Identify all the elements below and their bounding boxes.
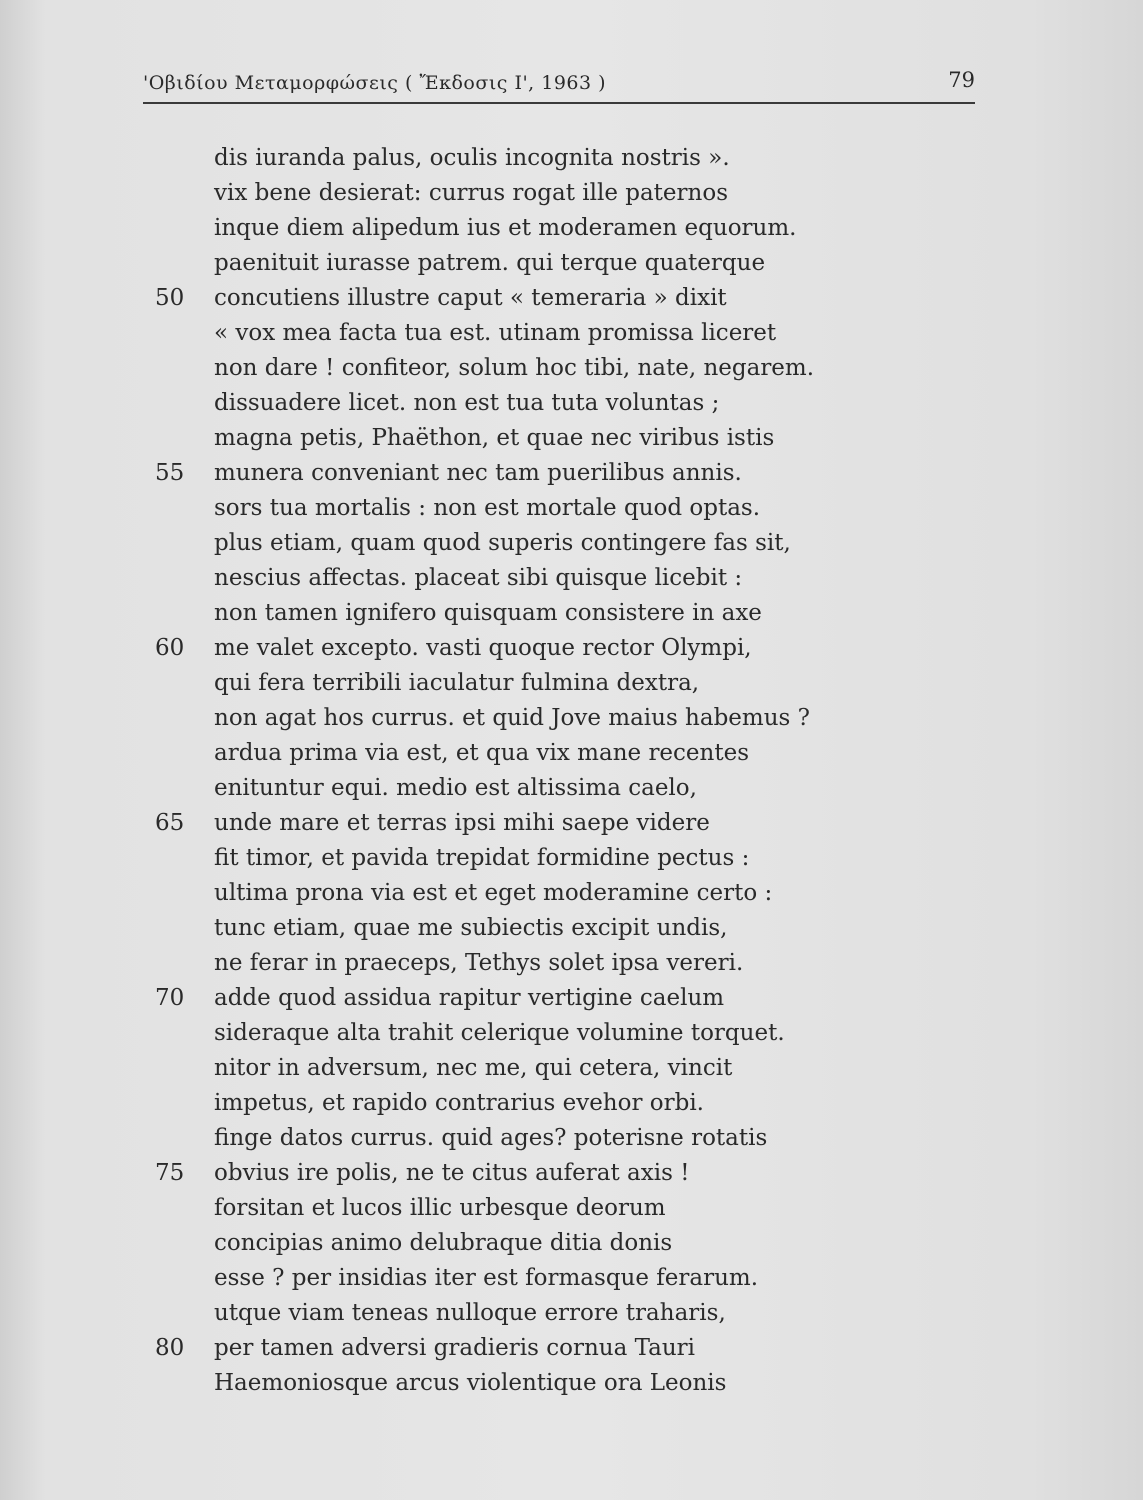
verse-line (150, 1366, 910, 1401)
verse-text: me valet excepto. vasti quoque rector Olympi, (214, 635, 752, 661)
verse-line (150, 596, 910, 631)
verse-line (150, 631, 910, 666)
verse-line (150, 1086, 910, 1121)
verse-line (150, 456, 910, 491)
verse-line (150, 666, 910, 701)
verse-text: magna petis, Phaëthon, et quae nec viribus istis (214, 425, 775, 451)
verse-text: unde mare et terras ipsi mihi saepe videre (214, 810, 710, 836)
verse-line (150, 491, 910, 526)
verse-text: vix bene desierat: currus rogat ille paternos (214, 180, 728, 206)
verse-line (150, 211, 910, 246)
verse-text: enituntur equi. medio est altissima caelo, (214, 775, 697, 801)
verse-block (150, 141, 910, 1401)
verse-line (150, 841, 910, 876)
verse-text: finge datos currus. quid ages? poterisne rotatis (214, 1125, 768, 1151)
verse-text: paenituit iurasse patrem. qui terque quaterque (214, 250, 766, 276)
verse-text: Haemoniosque arcus violentique ora Leonis (214, 1370, 727, 1396)
verse-number: 55 (155, 460, 185, 486)
verse-number: 50 (155, 285, 185, 311)
verse-number: 75 (155, 1160, 185, 1186)
verse-text: forsitan et lucos illic urbesque deorum (214, 1195, 666, 1221)
verse-line (150, 141, 910, 176)
verse-text: inque diem alipedum ius et moderamen equorum. (214, 215, 797, 241)
verse-line (150, 736, 910, 771)
verse-number: 70 (155, 985, 185, 1011)
verse-text: utque viam teneas nulloque errore traharis, (214, 1300, 726, 1326)
verse-line (150, 911, 910, 946)
verse-text: nescius affectas. placeat sibi quisque licebit : (214, 565, 743, 591)
verse-number: 65 (155, 810, 185, 836)
verse-text: « vox mea facta tua est. utinam promissa liceret (214, 320, 777, 346)
verse-line (150, 316, 910, 351)
verse-line (150, 1226, 910, 1261)
verse-text: impetus, et rapido contrarius evehor orbi. (214, 1090, 704, 1116)
verse-line (150, 1016, 910, 1051)
verse-text: obvius ire polis, ne te citus auferat axis ! (214, 1160, 690, 1186)
verse-line (150, 981, 910, 1016)
verse-line (150, 1156, 910, 1191)
verse-line (150, 876, 910, 911)
verse-text: ne ferar in praeceps, Tethys solet ipsa vereri. (214, 950, 744, 976)
verse-line (150, 1296, 910, 1331)
verse-text: qui fera terribili iaculatur fulmina dextra, (214, 670, 700, 696)
verse-text: nitor in adversum, nec me, qui cetera, vincit (214, 1055, 733, 1081)
verse-line (150, 281, 910, 316)
verse-text: concipias animo delubraque ditia donis (214, 1230, 673, 1256)
verse-text: per tamen adversi gradieris cornua Tauri (214, 1335, 696, 1361)
verse-text: concutiens illustre caput « temeraria » dixit (214, 285, 727, 311)
verse-line (150, 1121, 910, 1156)
verse-line (150, 246, 910, 281)
verse-text: non tamen ignifero quisquam consistere in axe (214, 600, 762, 626)
verse-text: ultima prona via est et eget moderamine certo : (214, 880, 773, 906)
page-number: 79 (948, 68, 975, 92)
verse-text: non dare ! confiteor, solum hoc tibi, nate, negarem. (214, 355, 815, 381)
verse-text: sideraque alta trahit celerique volumine torquet. (214, 1020, 785, 1046)
verse-line (150, 176, 910, 211)
verse-number: 80 (155, 1335, 185, 1361)
verse-text: sors tua mortalis : non est mortale quod optas. (214, 495, 761, 521)
running-title: 'Οβιδίου Μεταμορφώσεις ( Ἔκδοσις Ι', 1963 ) (143, 72, 607, 94)
verse-text: dissuadere licet. non est tua tuta voluntas ; (214, 390, 720, 416)
verse-text: dis iuranda palus, oculis incognita nostris ». (214, 145, 730, 171)
verse-text: adde quod assidua rapitur vertigine caelum (214, 985, 725, 1011)
verse-line (150, 1191, 910, 1226)
verse-line (150, 526, 910, 561)
verse-line (150, 1331, 910, 1366)
verse-line (150, 351, 910, 386)
verse-line (150, 561, 910, 596)
verse-line (150, 701, 910, 736)
verse-text: esse ? per insidias iter est formasque ferarum. (214, 1265, 759, 1291)
verse-number: 60 (155, 635, 185, 661)
verse-text: fit timor, et pavida trepidat formidine pectus : (214, 845, 750, 871)
verse-line (150, 421, 910, 456)
page-header (143, 68, 975, 104)
verse-line (150, 771, 910, 806)
verse-line (150, 1051, 910, 1086)
verse-text: ardua prima via est, et qua vix mane recentes (214, 740, 750, 766)
verse-line (150, 946, 910, 981)
verse-text: munera conveniant nec tam puerilibus annis. (214, 460, 742, 486)
verse-text: tunc etiam, quae me subiectis excipit undis, (214, 915, 728, 941)
verse-text: non agat hos currus. et quid Jove maius habemus ? (214, 705, 810, 731)
verse-line (150, 1261, 910, 1296)
verse-text: plus etiam, quam quod superis contingere fas sit, (214, 530, 791, 556)
verse-line (150, 386, 910, 421)
verse-line (150, 806, 910, 841)
